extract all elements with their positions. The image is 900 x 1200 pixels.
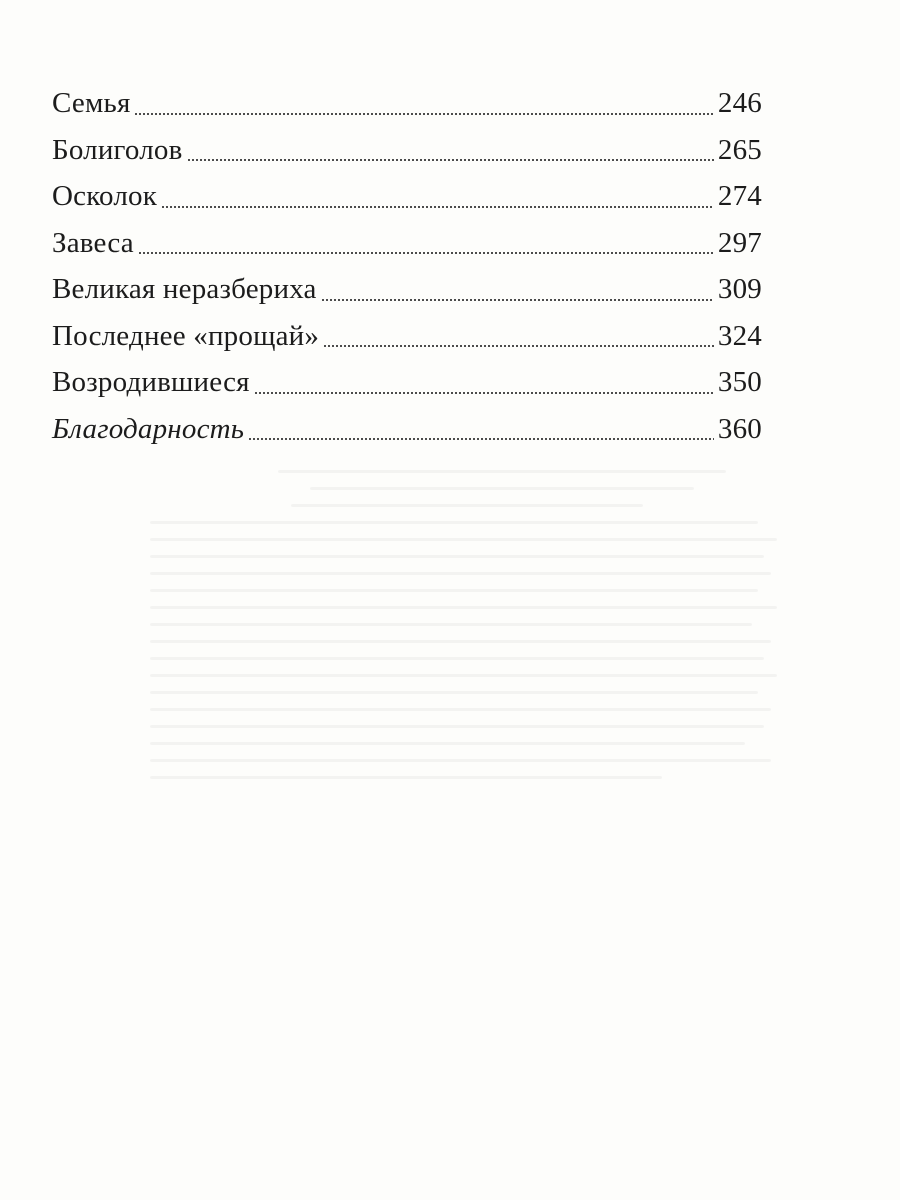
dot-leader: [138, 252, 714, 254]
toc-entry[interactable]: [52, 266, 762, 313]
dot-leader: [323, 345, 714, 347]
toc-entry-page-number: 350: [717, 366, 762, 398]
toc-entry-title: Семья: [52, 87, 131, 119]
toc-entry-title: Великая неразбериха: [52, 273, 317, 305]
toc-entry-page-number: 297: [717, 226, 762, 259]
toc-entry[interactable]: [52, 80, 762, 127]
toc-entry-title: Благодарность: [52, 412, 245, 445]
dot-leader: [187, 159, 714, 161]
toc-entry-title: Завеса: [52, 226, 134, 259]
dot-leader: [321, 299, 714, 301]
toc-entry-title: Последнее «прощай»: [52, 319, 320, 352]
toc-entry-title: Осколок: [52, 180, 158, 212]
toc-entry-title: Возродившиеся: [52, 366, 250, 398]
toc-entry-page-number: 360: [717, 412, 762, 445]
bleed-through-texture: [150, 470, 790, 1070]
toc-entry-acknowledgements[interactable]: [52, 406, 762, 453]
toc-entry[interactable]: [52, 127, 762, 174]
toc-entry-page-number: 324: [717, 319, 762, 352]
toc-entry[interactable]: [52, 313, 762, 360]
toc-entry[interactable]: [52, 173, 762, 220]
dot-leader: [248, 438, 714, 440]
dot-leader: [134, 113, 713, 115]
table-of-contents: [52, 80, 762, 452]
toc-entry-page-number: 265: [717, 133, 762, 166]
toc-entry[interactable]: [52, 220, 762, 267]
toc-entry-title: Болиголов: [52, 133, 183, 166]
toc-entry[interactable]: [52, 359, 762, 406]
toc-entry-page-number: 274: [717, 180, 762, 212]
dot-leader: [254, 392, 714, 394]
dot-leader: [161, 206, 714, 208]
toc-entry-page-number: 309: [717, 273, 762, 305]
toc-entry-page-number: 246: [717, 87, 762, 119]
